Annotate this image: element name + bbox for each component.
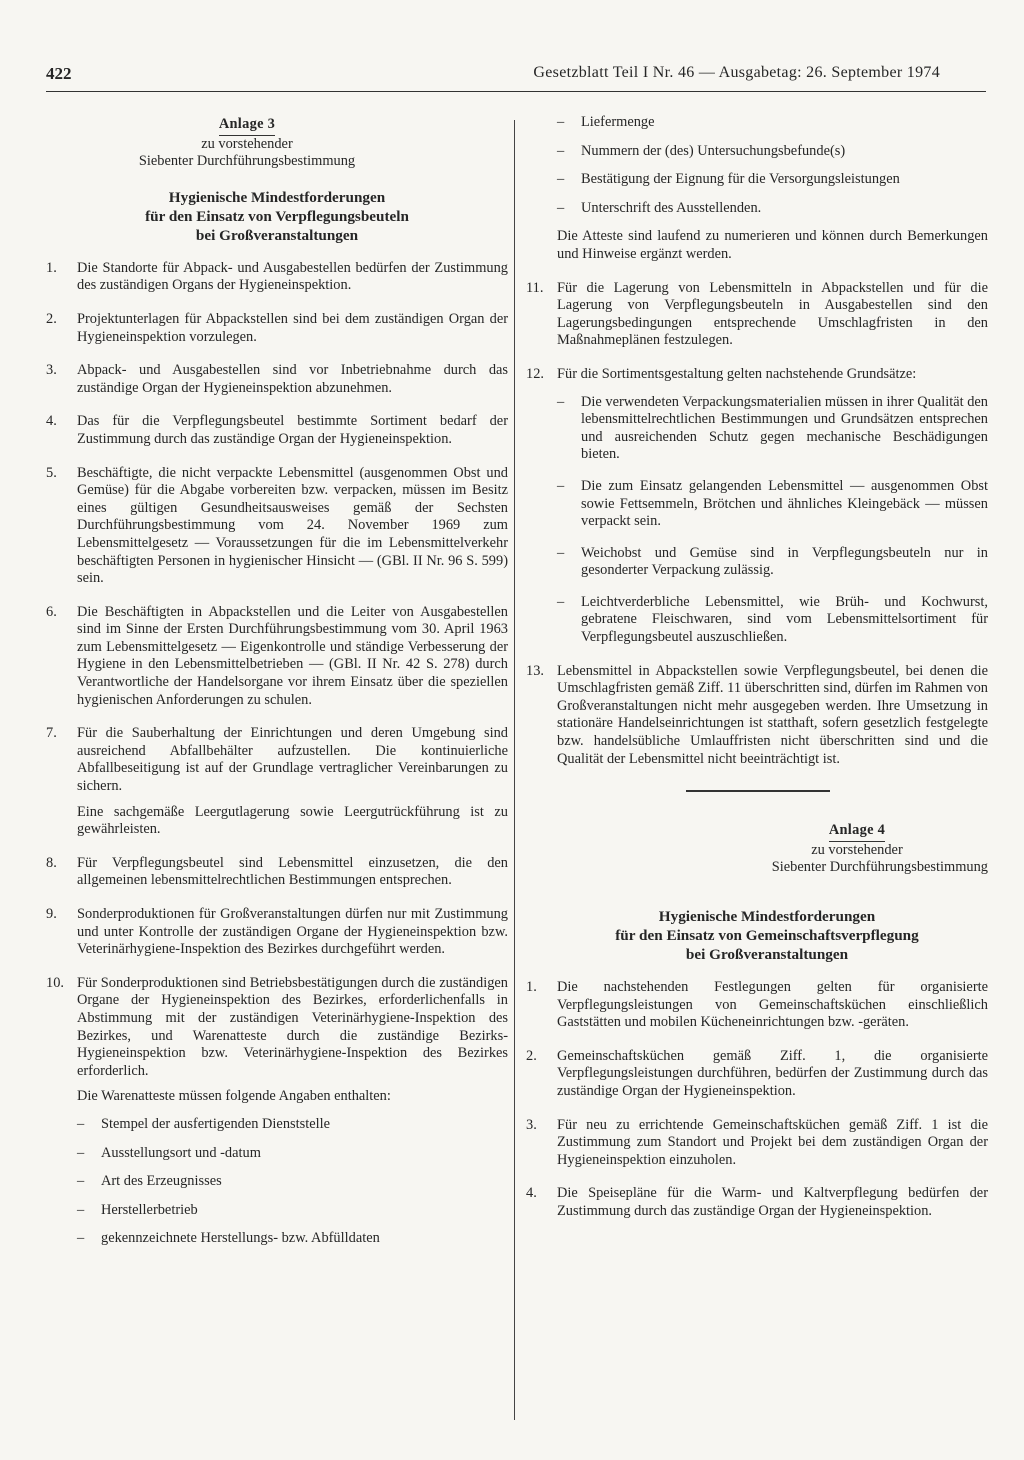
dash-item bbox=[77, 1230, 508, 1248]
dash-text: Stempel der ausfertigenden Dienststelle bbox=[101, 1115, 330, 1132]
item-text: Die Speisepläne für die Warm- und Kaltverpflegung bedürfen der Zustimmung durch das zuständige Organ der Hygieneinspektion. bbox=[557, 1185, 988, 1219]
item-text: Beschäftigte, die nicht verpackte Lebensmittel (ausgenommen Obst und Gemüse) für die Abgabe vorbereiten bzw. verpacken, müssen im Besitz eines gültigen Gesundheitsausweises gemäß der Sechsten Durchführungsbestimmung vom 24. November 1969 zum Lebensmittelgesetz — Voraussetzungen für die im Lebensmittelverkehr beschäftigten Personen in hygienischer Hinsicht — (GBl. II Nr. 96 S. 599) sein. bbox=[77, 464, 508, 587]
dash-item bbox=[557, 594, 988, 647]
item-number: 2. bbox=[526, 1047, 537, 1064]
section-separator bbox=[686, 790, 830, 792]
left-column bbox=[46, 116, 508, 1259]
annex-subtitle-line: zu vorstehender bbox=[201, 135, 293, 152]
item-text: Für Verpflegungsbeutel sind Lebensmittel einzusetzen, die den allgemeinen lebensmittelrechtlichen Bestimmungen entsprechen. bbox=[77, 854, 508, 889]
dash-mark: – bbox=[557, 477, 565, 494]
page-header bbox=[46, 64, 986, 92]
header-rule bbox=[46, 91, 986, 92]
dash-mark: – bbox=[77, 1115, 85, 1132]
numbered-item bbox=[526, 979, 988, 1032]
dash-text: Die zum Einsatz gelangenden Lebensmittel — ausgenommen Obst sowie Fettsemmeln, Brötchen und ähnliches Kleingebäck — müssen verpackt sein. bbox=[581, 477, 988, 530]
title-line: bei Großveranstaltungen bbox=[195, 226, 359, 244]
item-text: Für die Sortimentsgestaltung gelten nachstehende Grundsätze: bbox=[557, 365, 917, 382]
item-number: 1. bbox=[46, 259, 57, 276]
dash-text: Ausstellungsort und -datum bbox=[101, 1144, 261, 1161]
item-text: Abpack- und Ausgabestellen sind vor Inbetriebnahme durch das zuständige Organ der Hygieneinspektion abzunehmen. bbox=[77, 362, 508, 396]
item-text: Für Sonderproduktionen sind Betriebsbestätigungen durch die zuständigen Organe der Hygieneinspektion des Bezirkes, erforderlichenfalls in Abstimmung mit der zuständigen Veterinärhygiene-Inspektion des Bezirkes, und Warenatteste durch die zuständige Bezirks-Hygieneinspektion bzw. Veterinärhygiene-Inspektion des Bezirkes erforderlich. bbox=[77, 974, 508, 1079]
numbered-item bbox=[526, 1117, 988, 1170]
dash-item bbox=[77, 1173, 508, 1191]
title-line: bei Großveranstaltungen bbox=[685, 946, 849, 963]
section-title bbox=[546, 907, 988, 964]
item-text: Die nachstehenden Festlegungen gelten für organisierte Verpflegungsleistungen von Gemeinschaftsküchen einschließlich Gaststätten und mobilen Kücheneinrichtungen bzw. -geräten. bbox=[557, 979, 988, 1031]
item-number: 7. bbox=[46, 725, 57, 742]
numbered-item bbox=[526, 663, 988, 769]
item-text: Projektunterlagen für Abpackstellen sind bei dem zuständigen Organ der Hygieneinspektion vorzulegen. bbox=[77, 310, 508, 345]
dash-mark: – bbox=[557, 142, 565, 159]
dash-item bbox=[77, 1202, 508, 1220]
dash-mark: – bbox=[557, 544, 565, 561]
numbered-item bbox=[526, 366, 988, 384]
item-text: Für neu zu errichtende Gemeinschaftsküchen gemäß Ziff. 1 ist die Zustimmung zum Standort und Projekt bei dem zuständigen Organ der Hygieneinspektion einzuholen. bbox=[557, 1116, 988, 1168]
numbered-item bbox=[46, 413, 508, 448]
running-title: Gesetzblatt Teil I Nr. 46 — Ausgabetag: 26. September 1974 bbox=[533, 64, 940, 81]
title-line: für den Einsatz von Gemeinschaftsverpflegung bbox=[615, 927, 919, 944]
dash-item bbox=[77, 1116, 508, 1134]
section-title bbox=[46, 188, 508, 245]
item-text: Für die Lagerung von Lebensmitteln in Abpackstellen und für die Lagerung von Verpflegungsbeuteln in Ausgabestellen sind den Lagerungsbedingungen entsprechende Umschlagfristen in den Maßnahmeplänen festzulegen. bbox=[557, 279, 988, 349]
dash-item bbox=[557, 114, 988, 132]
numbered-item bbox=[46, 362, 508, 397]
annex-label: Anlage 3 bbox=[219, 116, 275, 136]
dash-item bbox=[557, 478, 988, 531]
item-text: Lebensmittel in Abpackstellen sowie Verpflegungsbeutel, bei denen die Umschlagfristen gemäß Ziff. 11 überschritten sind, dürfen im Rahmen von Großveranstaltungen nicht mehr ausgegeben werden. Ihre Umsetzung in stationäre Handelseinrichtungen ist statthaft, sofern gesetzlich festgelegte bzw. handelsübliche Umlauffristen nicht überschritten sind und die Qualität der Lebensmittel nicht beeinträchtigt ist. bbox=[557, 662, 988, 767]
item-text: Die Beschäftigten in Abpackstellen und die Leiter von Ausgabestellen sind im Sinne der Ersten Durchführungsbestimmung vom 30. April 1963 zum Lebensmittelgesetz — Eigenkontrolle und ständige Verbesserung der Hygiene in den Lebensmittelbetrieben — (GBl. II Nr. 42 S. 278) durch Verantwortliche der Handelsorgane vor ihrem Einsatz über die speziellen hygienischen Anforderungen zu schulen. bbox=[77, 603, 508, 708]
dash-text: gekennzeichnete Herstellungs- bzw. Abfülldaten bbox=[101, 1230, 380, 1247]
dash-item bbox=[557, 545, 988, 580]
dash-mark: – bbox=[557, 199, 565, 216]
page-number: 422 bbox=[46, 64, 72, 83]
right-column bbox=[526, 114, 988, 1237]
item-number: 5. bbox=[46, 464, 57, 481]
item-number: 3. bbox=[526, 1116, 537, 1133]
dash-text: Die verwendeten Verpackungsmaterialien müssen in ihrer Qualität den lebensmittelrechtlichen Bestimmungen und Grundsätzen entsprechen und ausreichenden Schutz gegen mechanische Beschädigungen bieten. bbox=[581, 393, 988, 463]
numbered-item bbox=[46, 465, 508, 588]
annex-subtitle-line: Siebenter Durchführungsbestimmung bbox=[138, 153, 356, 170]
dash-item bbox=[557, 394, 988, 464]
numbered-item bbox=[526, 1185, 988, 1220]
dash-mark: – bbox=[77, 1144, 85, 1161]
dash-list bbox=[77, 1116, 508, 1248]
annex-4-heading bbox=[526, 822, 988, 877]
numbered-item bbox=[526, 280, 988, 350]
item-number: 4. bbox=[46, 413, 57, 430]
numbered-item bbox=[46, 855, 508, 890]
dash-text: Herstellerbetrieb bbox=[101, 1201, 198, 1218]
annex-subtitle-line: zu vorstehender bbox=[811, 841, 903, 858]
numbered-item bbox=[46, 725, 508, 795]
dash-text: Unterschrift des Ausstellenden. bbox=[581, 199, 762, 216]
dash-mark: – bbox=[557, 593, 565, 610]
dash-list bbox=[557, 394, 988, 647]
dash-mark: – bbox=[77, 1230, 85, 1247]
item-paragraph: Eine sachgemäße Leergutlagerung sowie Leergutrückführung ist zu gewährleisten. bbox=[77, 803, 508, 838]
item-number: 6. bbox=[46, 603, 57, 620]
item-text: Für die Sauberhaltung der Einrichtungen und deren Umgebung sind ausreichend Abfallbehälter aufzustellen. Die kontinuierliche Abfallbeseitigung ist auf der Grundlage vertraglicher Vereinbarungen zu sichern. bbox=[77, 725, 508, 795]
dash-text: Bestätigung der Eignung für die Versorgungsleistungen bbox=[581, 171, 900, 188]
item-number: 12. bbox=[526, 365, 544, 382]
dash-mark: – bbox=[557, 171, 565, 188]
annex-subtitle-line: Siebenter Durchführungsbestimmung bbox=[771, 859, 988, 876]
item-number: 11. bbox=[526, 279, 544, 296]
annex-label: Anlage 4 bbox=[829, 822, 885, 842]
numbered-item bbox=[46, 260, 508, 295]
title-line: Hygienische Mindestforderungen bbox=[658, 908, 876, 925]
dash-text: Leichtverderbliche Lebensmittel, wie Brüh- und Kochwurst, gebratene Fleischwaren, sind vom Lebensmittelsortiment für Verpflegungsbeutel auszuschließen. bbox=[581, 593, 988, 646]
item-number: 3. bbox=[46, 362, 57, 379]
item-number: 1. bbox=[526, 979, 537, 995]
item-number: 8. bbox=[46, 854, 57, 871]
dash-mark: – bbox=[77, 1201, 85, 1218]
item-text: Sonderproduktionen für Großveranstaltungen dürfen nur mit Zustimmung und unter Kontrolle der zuständigen Organe der Hygieneinspektion bzw. Veterinärhygiene-Inspektion des Bezirkes durchgeführt werden. bbox=[77, 906, 508, 958]
dash-item bbox=[557, 171, 988, 189]
item-paragraph: Die Atteste sind laufend zu numerieren und können durch Bemerkungen und Hinweise ergänzt werden. bbox=[557, 228, 988, 262]
dash-list bbox=[557, 114, 988, 217]
title-line: Hygienische Mindestforderungen bbox=[168, 188, 386, 206]
dash-text: Art des Erzeugnisses bbox=[101, 1173, 222, 1190]
item-text: Die Standorte für Abpack- und Ausgabestellen bedürfen der Zustimmung des zuständigen Organs der Hygieneinspektion. bbox=[77, 259, 508, 294]
numbered-item bbox=[46, 906, 508, 959]
item-number: 13. bbox=[526, 662, 544, 679]
item-text: Gemeinschaftsküchen gemäß Ziff. 1, die organisierte Verpflegungsleistungen durchführen, bedürfen der Zustimmung durch das zuständige Organ der Hygieneinspektion. bbox=[557, 1047, 988, 1099]
dash-mark: – bbox=[557, 114, 565, 130]
dash-text: Weichobst und Gemüse sind in Verpflegungsbeuteln nur in gesonderter Verpackung zulässig. bbox=[581, 544, 988, 579]
dash-item bbox=[77, 1145, 508, 1163]
column-divider bbox=[514, 120, 515, 1420]
item-number: 9. bbox=[46, 906, 57, 922]
title-line: für den Einsatz von Verpflegungsbeuteln bbox=[145, 207, 409, 225]
numbered-item bbox=[46, 311, 508, 346]
dash-mark: – bbox=[557, 393, 565, 410]
numbered-item bbox=[46, 604, 508, 710]
numbered-item bbox=[526, 1048, 988, 1101]
dash-mark: – bbox=[77, 1173, 85, 1190]
numbered-item bbox=[46, 975, 508, 1081]
dash-text: Liefermenge bbox=[581, 114, 655, 130]
annex-3-heading bbox=[0, 116, 508, 171]
item-number: 4. bbox=[526, 1185, 537, 1202]
item-number: 10. bbox=[46, 974, 64, 991]
dash-item bbox=[557, 200, 988, 218]
item-number: 2. bbox=[46, 310, 57, 327]
item-paragraph: Die Warenatteste müssen folgende Angaben enthalten: bbox=[77, 1088, 391, 1105]
dash-text: Nummern der (des) Untersuchungsbefunde(s) bbox=[581, 142, 846, 159]
dash-item bbox=[557, 143, 988, 161]
item-text: Das für die Verpflegungsbeutel bestimmte Sortiment bedarf der Zustimmung durch das zuständige Organ der Hygieneinspektion. bbox=[77, 413, 508, 447]
